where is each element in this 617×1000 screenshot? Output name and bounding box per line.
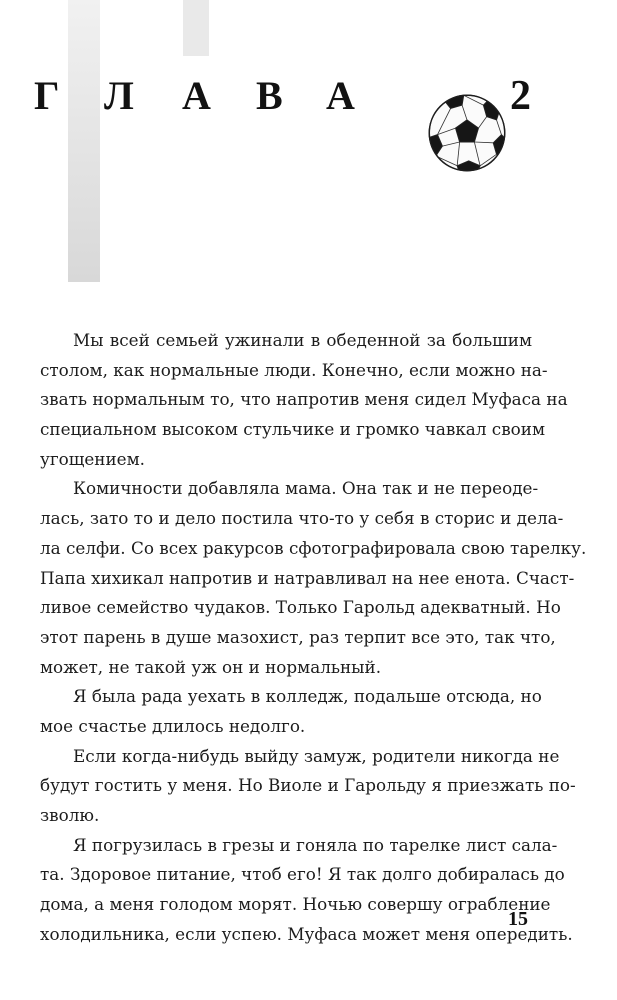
chapter-heading-letter: А (182, 73, 211, 118)
text-line: зволю. (40, 805, 100, 825)
text-line: дома, а меня голодом морят. Ночью совершу ограбление (40, 894, 551, 915)
text-line: угощением. (40, 448, 145, 469)
text-line: специальном высоком стульчике и громко чавкал своим (40, 419, 545, 440)
chapter-heading-letter: Л (104, 73, 134, 118)
text-line: ла селфи. Со всех ракурсов сфотографировала свою тарелку. (40, 537, 587, 558)
decorative-vertical-bar (68, 0, 100, 282)
text-line: ливое семейство чудаков. Только Гарольд адекватный. Но (40, 597, 561, 618)
text-line: Я была рада уехать в колледж, подальше отсюда, но (73, 686, 542, 707)
soccer-ball-icon (426, 92, 508, 174)
paragraph (40, 474, 587, 682)
text-line: лась, зато то и дело постила что-то у себя в сторис и дела- (40, 508, 564, 529)
decorative-vertical-bar-small (183, 0, 209, 56)
text-line: Мы всей семьей ужинали в обеденной за большим (73, 330, 532, 350)
page-number: 15 (508, 908, 528, 930)
paragraph (40, 831, 573, 950)
paragraph (40, 742, 576, 831)
chapter-heading-letter: Г (34, 73, 60, 118)
text-line: Комичности добавляла мама. Она так и не переоде- (73, 478, 539, 499)
chapter-body-text (40, 326, 587, 949)
text-line: та. Здоровое питание, чтоб его! Я так долго добиралась до (40, 864, 565, 885)
text-line: Я погрузилась в грезы и гоняла по тарелке лист сала- (73, 834, 558, 855)
text-line: будут гостить у меня. Но Виоле и Гарольду я приезжать по- (40, 775, 576, 796)
text-line: Если когда-нибудь выйду замуж, родители никогда не (73, 745, 560, 766)
text-line: этот парень в душе мазохист, раз терпит все это, так что, (40, 626, 556, 647)
text-line: столом, как нормальные люди. Конечно, если можно на- (40, 359, 548, 380)
text-line: звать нормальным то, что напротив меня сидел Муфаса на (40, 389, 568, 410)
text-line: Папа хихикал напротив и натравливал на нее енота. Счаст- (40, 567, 575, 588)
chapter-heading-letter: А (326, 73, 355, 118)
chapter-heading-letter: В (256, 73, 283, 118)
paragraph (40, 326, 568, 474)
paragraph (40, 682, 542, 741)
text-line: может, не такой уж он и нормальный. (40, 656, 382, 677)
chapter-number: 2 (510, 73, 531, 119)
text-line: мое счастье длилось недолго. (40, 715, 306, 736)
text-line: холодильника, если успею. Муфаса может меня опередить. (40, 923, 573, 944)
